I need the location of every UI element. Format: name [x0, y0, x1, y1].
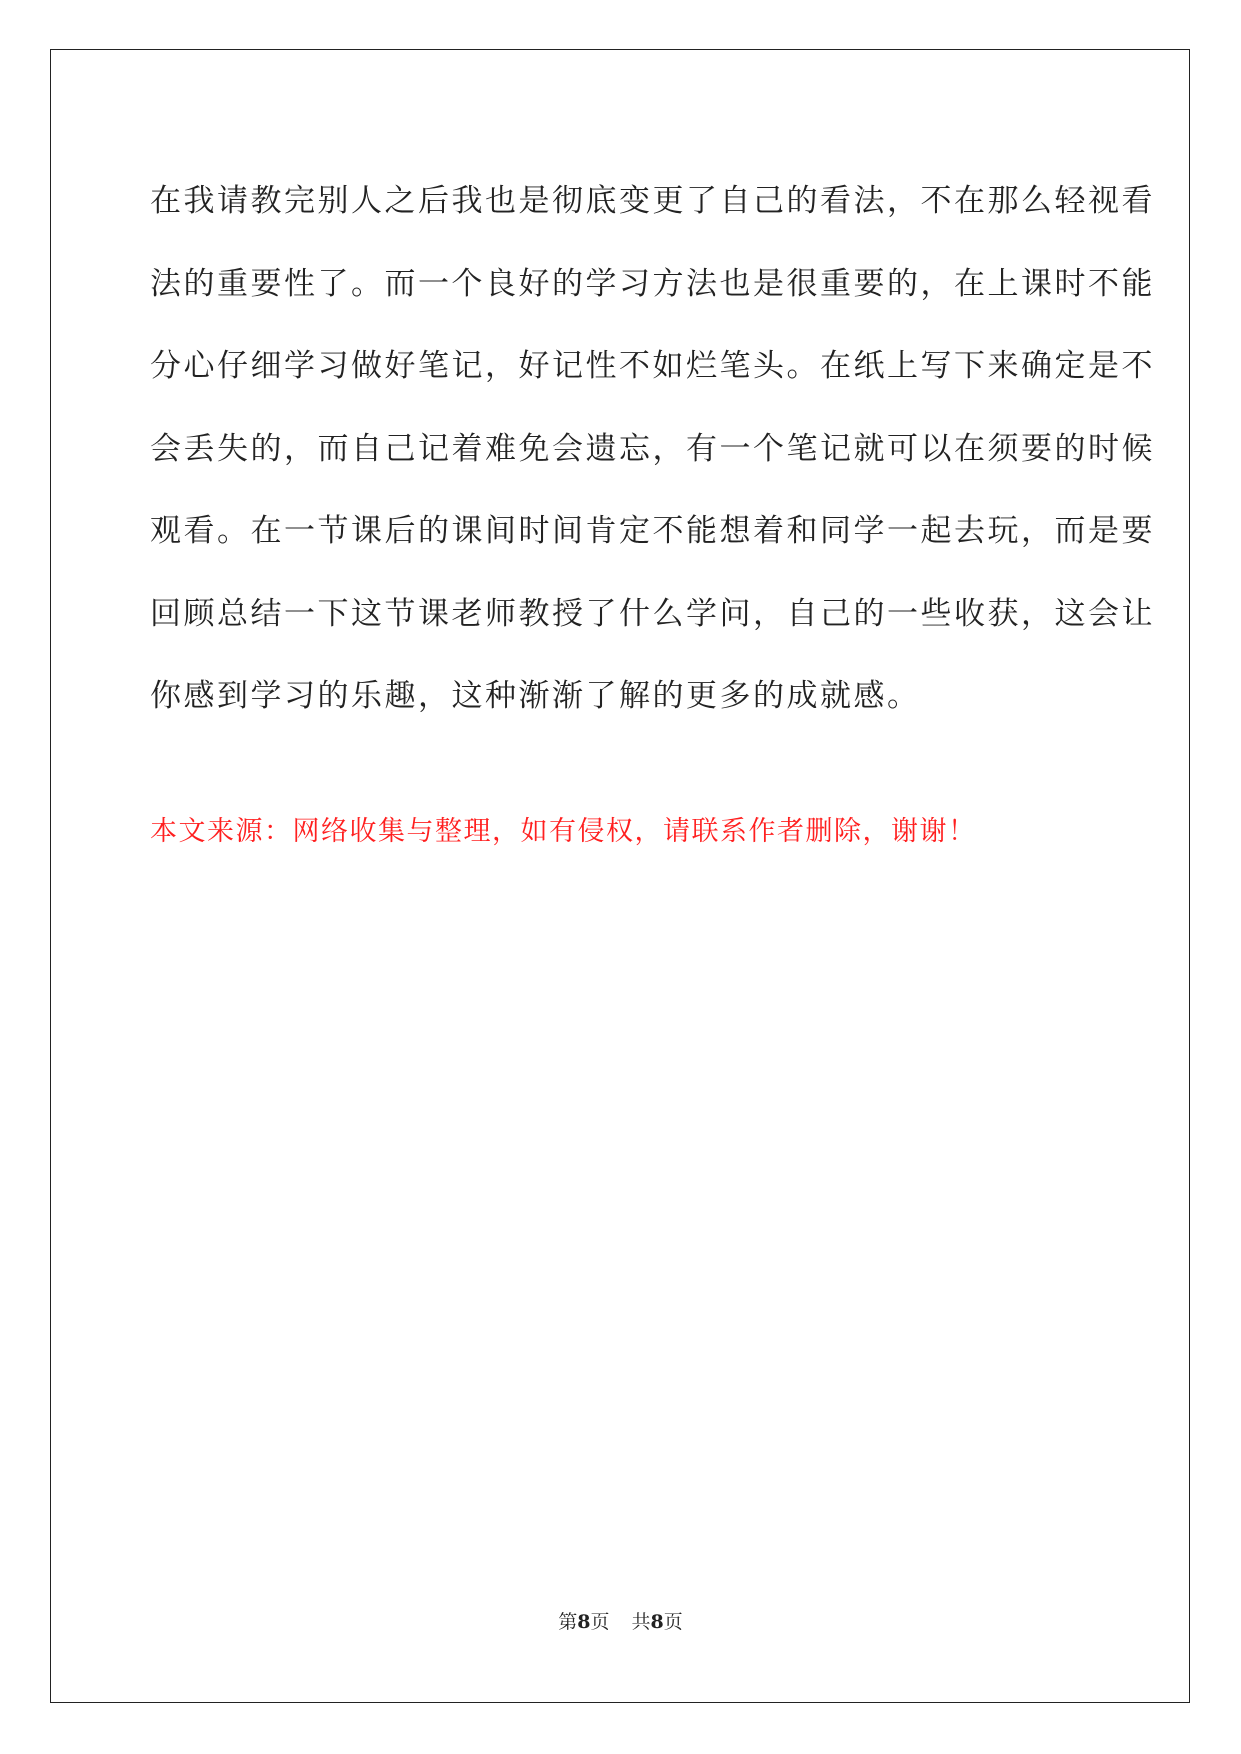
body-paragraph	[150, 160, 1155, 738]
page-unit: 页	[590, 1611, 610, 1633]
body-line: 分心仔细学习做好笔记，好记性不如烂笔头。在纸上写下来确定是不	[150, 348, 1155, 384]
body-line: 回顾总结一下这节课老师教授了什么学问，自己的一些收获，这会让	[150, 595, 1155, 632]
source-disclaimer: 本文来源：网络收集与整理，如有侵权，请联系作者删除，谢谢！	[150, 816, 977, 847]
total-page-count: 8	[650, 1611, 664, 1633]
total-unit: 页	[663, 1611, 683, 1633]
body-line: 观看。在一节课后的课间时间肯定不能想着和同学一起去玩，而是要	[150, 513, 1155, 549]
body-line: 在我请教完别人之后我也是彻底变更了自己的看法，不在那么轻视看	[150, 183, 1155, 219]
total-prefix: 共	[631, 1611, 651, 1633]
body-line: 会丢失的，而自己记着难免会遗忘，有一个笔记就可以在须要的时候	[150, 430, 1155, 467]
page-footer	[0, 1609, 1241, 1635]
body-line: 你感到学习的乐趣，这种渐渐了解的更多的成就感。	[150, 678, 921, 714]
current-page-number: 8	[577, 1611, 591, 1633]
body-line: 法的重要性了。而一个良好的学习方法也是很重要的，在上课时不能	[150, 265, 1155, 302]
page-prefix: 第	[558, 1611, 578, 1633]
